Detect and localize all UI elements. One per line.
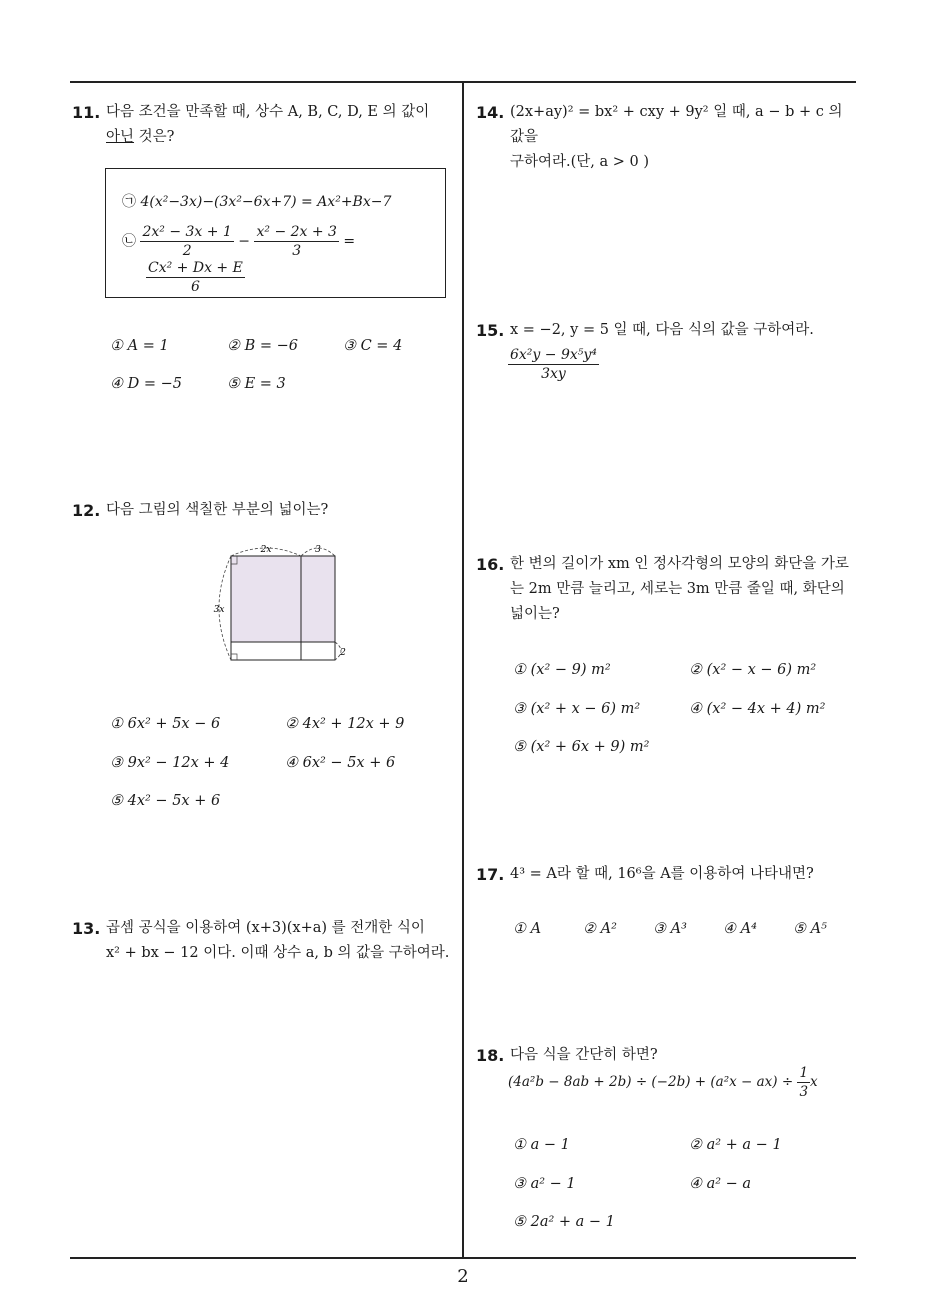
question-11 bbox=[72, 100, 457, 150]
choice-1[interactable]: ① a − 1 bbox=[513, 1137, 570, 1153]
question-number: 17. bbox=[476, 865, 505, 884]
choice-5[interactable]: ⑤ A⁵ bbox=[793, 921, 827, 937]
choice-4[interactable]: ④ (x² − 4x + 4) m² bbox=[689, 701, 826, 717]
question-text: 4³ = A라 할 때, 16⁶을 A를 이용하여 나타내면? bbox=[510, 866, 814, 882]
choice-1[interactable]: ① 6x² + 5x − 6 bbox=[110, 716, 221, 732]
choice-3[interactable]: ③ C = 4 bbox=[343, 338, 403, 354]
choice-1[interactable]: ① (x² − 9) m² bbox=[513, 662, 611, 678]
fraction: $\frac{\text{x² − 2x + 3}}{3}$ bbox=[256, 224, 337, 259]
choice-5[interactable]: ⑤ 2a² + a − 1 bbox=[513, 1214, 615, 1230]
condition-box bbox=[105, 168, 446, 298]
choice-3[interactable]: ③ a² − 1 bbox=[513, 1176, 576, 1192]
choice-4[interactable]: ④ A⁴ bbox=[723, 921, 757, 937]
expression-18: (4a²b − 8ab + 2b) ÷ (−2b) + (a²x − ax) ÷ $\frac{1}{3}$ x bbox=[508, 1065, 818, 1100]
rectangle-figure bbox=[205, 538, 355, 668]
emphasis-underline: 아닌 bbox=[106, 129, 135, 145]
fraction: $\frac{\text{Cx² + Dx + E}}{6}$ bbox=[148, 260, 243, 295]
fraction: $\frac{\text{6x²y − 9x⁵y⁴}}{3xy}$ bbox=[510, 347, 597, 382]
choice-2[interactable]: ② A² bbox=[583, 921, 617, 937]
question-15 bbox=[476, 318, 861, 343]
question-number: 18. bbox=[476, 1046, 505, 1065]
label-right: 2 bbox=[340, 648, 346, 658]
condition-1: ㉠ 4(x²−3x)−(3x²−6x+7) = Ax²+Bx−7 bbox=[122, 194, 392, 210]
question-16 bbox=[476, 552, 861, 627]
page-number: 2 bbox=[457, 1266, 469, 1287]
question-text: 한 변의 길이가 xm 인 정사각형의 모양의 화단을 가로 는 2m 만큼 늘리고, 세로는 3m 만큼 줄일 때, 화단의 넓이는? bbox=[510, 556, 849, 622]
question-text: 다음 식을 간단히 하면? bbox=[510, 1047, 658, 1063]
question-text: 곱셈 공식을 이용하여 (x+3)(x+a) 를 전개한 식이 x² + bx − 12 이다. 이때 상수 a, b 의 값을 구하여라. bbox=[106, 920, 450, 961]
question-13 bbox=[72, 916, 457, 966]
choice-2[interactable]: ② a² + a − 1 bbox=[689, 1137, 782, 1153]
expression-15 bbox=[508, 346, 599, 383]
label-top-left: 2x bbox=[260, 545, 272, 555]
label-top-right: 3 bbox=[315, 545, 321, 555]
question-number: 16. bbox=[476, 555, 505, 574]
bottom-rule bbox=[70, 1257, 856, 1259]
question-number: 12. bbox=[72, 501, 101, 520]
question-text: (2x+ay)² = bx² + cxy + 9y² 일 때, a − b + c 의 값을 구하여라.(단, a > 0 ) bbox=[510, 104, 843, 170]
choice-5[interactable]: ⑤ (x² + 6x + 9) m² bbox=[513, 739, 650, 755]
question-12 bbox=[72, 498, 457, 523]
right-angle-mark bbox=[231, 654, 237, 660]
condition-2: ㉡ $\frac{\text{2x² − 3x + 1}}{2}$ − $\frac{\text{x² − 2x + 3}}{3}$ = bbox=[122, 224, 356, 259]
column-divider bbox=[462, 82, 464, 1258]
question-text: x = −2, y = 5 일 때, 다음 식의 값을 구하여라. bbox=[510, 322, 814, 338]
choice-1[interactable]: ① A = 1 bbox=[110, 338, 169, 354]
question-text: 다음 그림의 색칠한 부분의 넓이는? bbox=[106, 502, 329, 518]
question-17 bbox=[476, 862, 861, 887]
shaded-region bbox=[231, 556, 335, 642]
choice-5[interactable]: ⑤ 4x² − 5x + 6 bbox=[110, 793, 221, 809]
choice-1[interactable]: ① A bbox=[513, 921, 542, 937]
condition-2-rhs bbox=[146, 259, 245, 296]
choice-3[interactable]: ③ A³ bbox=[653, 921, 687, 937]
choice-2[interactable]: ② 4x² + 12x + 9 bbox=[285, 716, 405, 732]
fraction: $\frac{\text{2x² − 3x + 1}}{2}$ bbox=[142, 224, 232, 259]
choice-4[interactable]: ④ 6x² − 5x + 6 bbox=[285, 755, 396, 771]
question-number: 11. bbox=[72, 103, 101, 122]
fraction: $\frac{1}{3}$ bbox=[799, 1065, 809, 1100]
choice-3[interactable]: ③ 9x² − 12x + 4 bbox=[110, 755, 230, 771]
question-text: 다음 조건을 만족할 때, 상수 A, B, C, D, E 의 값이 아닌 것은? bbox=[106, 104, 430, 145]
choice-4[interactable]: ④ a² − a bbox=[689, 1176, 752, 1192]
question-14 bbox=[476, 100, 861, 175]
question-number: 13. bbox=[72, 919, 101, 938]
choice-2[interactable]: ② B = −6 bbox=[227, 338, 299, 354]
choice-4[interactable]: ④ D = −5 bbox=[110, 376, 182, 392]
choice-5[interactable]: ⑤ E = 3 bbox=[227, 376, 286, 392]
choice-2[interactable]: ② (x² − x − 6) m² bbox=[689, 662, 817, 678]
label-left: 3x bbox=[213, 605, 225, 615]
question-number: 15. bbox=[476, 321, 505, 340]
question-number: 14. bbox=[476, 103, 505, 122]
choice-3[interactable]: ③ (x² + x − 6) m² bbox=[513, 701, 641, 717]
